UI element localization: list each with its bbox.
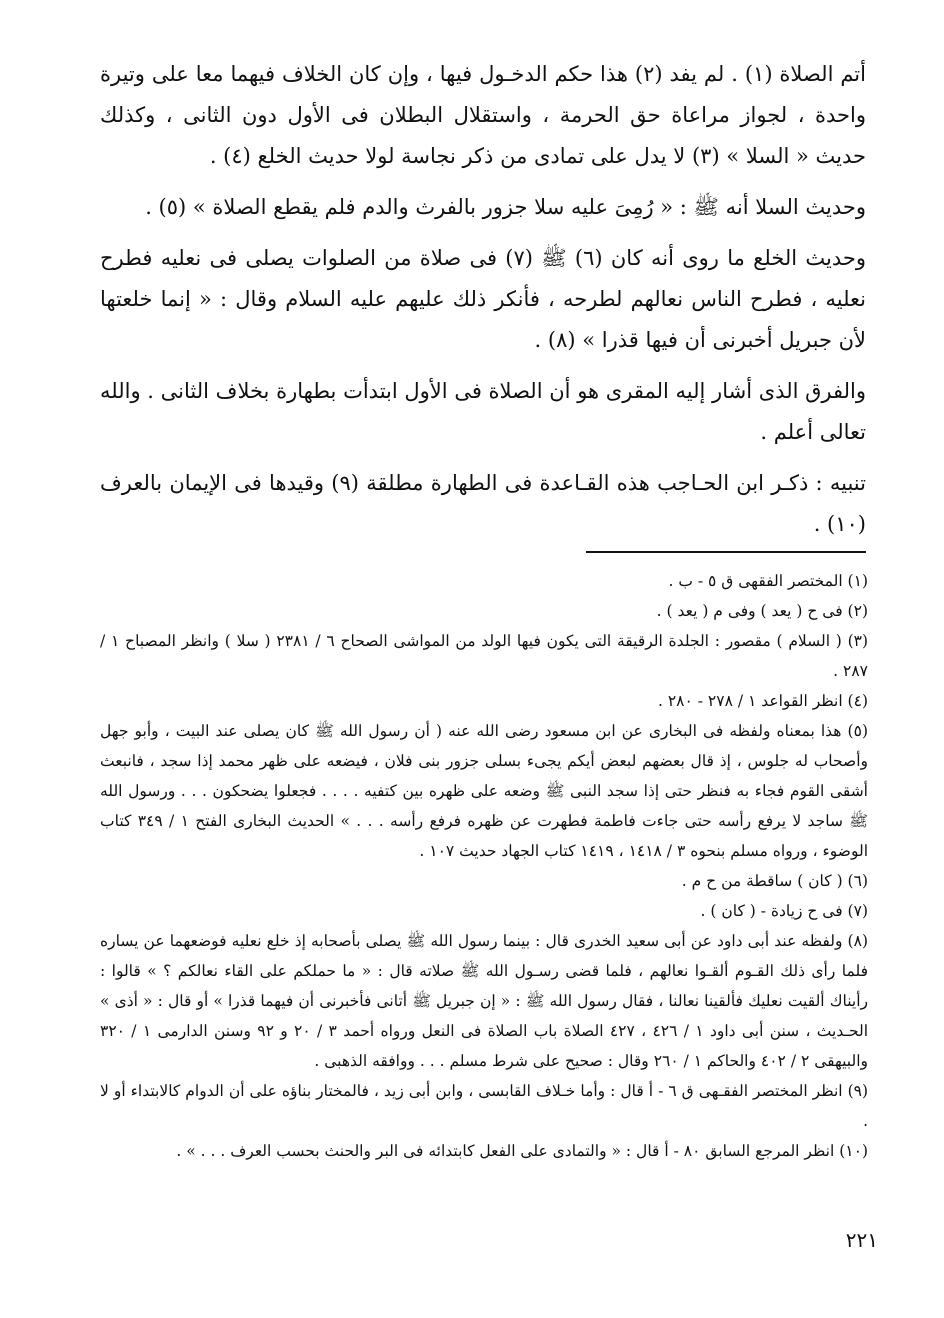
footnote-9: (٩) انظر المختصر الفقـهى ق ٦ - أ قال : وأما خـلاف القابسى ، وابن أبى زيد ، فالمختار بناؤه على أن الدوام كالابتداء أو لا . — [100, 1082, 869, 1130]
footnote-10: (١٠) انظر المرجع السابق ٨٠ - أ قال : « والتمادى على الفعل كابتدائه فى البر والحنث بحسب العرف . . . » . — [176, 1142, 868, 1160]
paragraph-2: وحديث السلا أنه ﷺ : « رُمِىَ عليه سلا جزور بالفرث والدم فلم يقطع الصلاة » (٥) . — [145, 195, 866, 219]
paragraph-5: تنبيه : ذكـر ابن الحـاجب هذه القـاعدة فى الطهارة مطلقة (٩) وقيدها فى الإيمان بالعرف (١٠) . — [100, 471, 866, 536]
footnote-3: (٣) ( السلام ) مقصور : الجلدة الرقيقة التى يكون فيها الولد من المواشى الصحاح ٦ / ٢٣٨١ ( سلا ) وانظر المصباح ١ / ٢٨٧ . — [100, 632, 869, 680]
footnote-6: (٦) ( كان ) ساقطة من ح م . — [681, 872, 868, 890]
footnote-8: (٨) ولفظه عند أبى داود عن أبى سعيد الخدرى قال : بينما رسول الله ﷺ يصلى بأصحابه إذ خلع نعليه فوضعهما عن يساره فلما رأى ذلك القـوم ألقـوا نعالهم ، فلما قضى رسـول الله ﷺ صلاته قال : « ما حملكم على القاء نعالكم ؟ » قالوا : رأيناك ألقيت نعليك فألقينا نعالنا ، فقال رسول الله ﷺ : « إن جبريل ﷺ أتانى فأخبرنى أن فيهما قذرا » أو قال : « أذى » الحـديث ، سنن أبى داود ١ / ٤٢٦ ، ٤٢٧ الصلاة باب الصلاة فى النعل ورواه أحمد ٣ / ٢٠ و ٩٢ وسنن الدارمى ١ / ٣٢٠ والبيهقى ٢ / ٤٠٢ والحاكم ١ / ٢٦٠ وقال : صحيح على شرط مسلم . . . ووافقه الذهبى . — [100, 932, 869, 1070]
page-number: ٢٢١ — [845, 1228, 878, 1252]
footnote-7: (٧) فى ح زيادة - ( كان ) . — [700, 902, 868, 920]
footnote-1: (١) المختصر الفقهى ق ٥ - ب . — [668, 572, 868, 590]
footnotes — [100, 566, 868, 1166]
footnote-4: (٤) انظر القواعد ١ / ٢٧٨ - ٢٨٠ . — [657, 692, 868, 710]
footnote-separator — [586, 551, 866, 553]
footnote-2: (٢) فى ح ( يعد ) وفى م ( يعد ) . — [656, 602, 868, 620]
paragraph-3: وحديث الخلع ما روى أنه كان (٦) ﷺ (٧) فى صلاة من الصلوات يصلى فى نعليه فطرح نعليه ، فطرح الناس نعالهم لطرحه ، فأنكر ذلك عليهم عليه السلام وقال : « إنما خلعتها لأن جبريل أخبرنى أن فيها قذرا » (٨) . — [100, 246, 866, 352]
main-text — [100, 54, 866, 555]
paragraph-4: والفرق الذى أشار إليه المقرى هو أن الصلاة فى الأول ابتدأت بطهارة بخلاف الثانى . والله تعالى أعلم . — [100, 379, 866, 444]
paragraph-1: أتم الصلاة (١) . لم يفد (٢) هذا حكم الدخـول فيها ، وإن كان الخلاف فيهما معا على وتيرة واحدة ، لجواز مراعاة حق الحرمة ، واستقلال البطلان فى الأول دون الثانى ، وكذلك حديث « السلا » (٣) لا يدل على تمادى من ذكر نجاسة لولا حديث الخلع (٤) . — [100, 62, 866, 168]
footnote-5: (٥) هذا بمعناه ولفظه فى البخارى عن ابن مسعود رضى الله عنه ( أن رسول الله ﷺ كان يصلى عند البيت ، وأبو جهل وأصحاب له جلوس ، إذ قال بعضهم لبعض أيكم يجىء بسلى جزور بنى فلان ، فيضعه على ظهر محمد إذا سجد ، فانبعث أشقى القوم فجاء به فنظر حتى إذا سجد النبى ﷺ وضعه على ظهره بين كتفيه . . . . فجعلوا يضحكون . . . ورسول الله ﷺ ساجد لا يرفع رأسه حتى جاءت فاطمة فطهرت عن ظهره فرفع رأسه . . . » الحديث البخارى الفتح ١ / ٣٤٩ كتاب الوضوء ، ورواه مسلم بنحوه ٣ / ١٤١٨ ، ١٤١٩ كتاب الجهاد حديث ١٠٧ . — [100, 722, 868, 860]
